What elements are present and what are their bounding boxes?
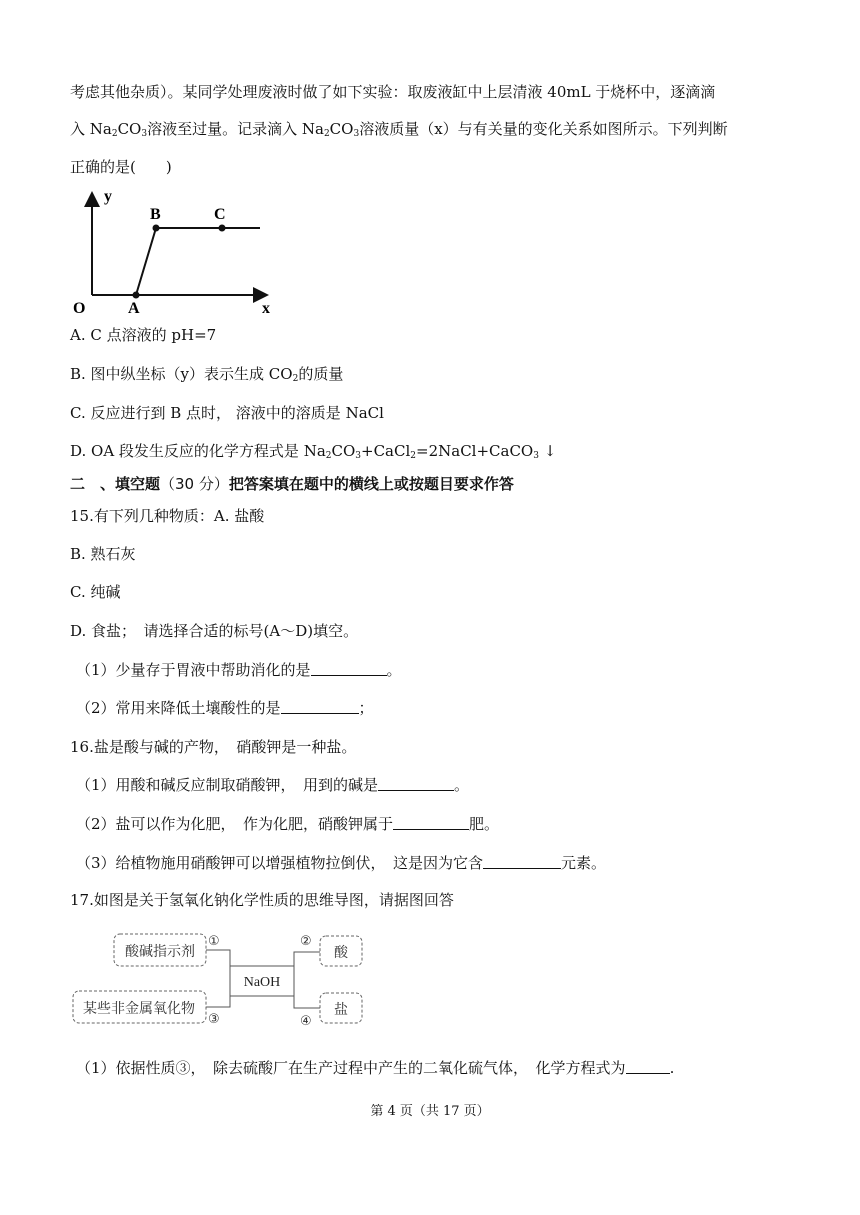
option-a: A. C 点溶液的 pH=7: [70, 326, 217, 344]
section-2-heading: 二 、填空题（30 分）把答案填在题中的横线上或按题目要求作答: [70, 475, 514, 493]
reaction-graph: [70, 185, 290, 315]
page-footer: 第 4 页（共 17 页）: [370, 1104, 490, 1119]
graph-curve: [136, 228, 260, 295]
point-b-dot: [153, 225, 160, 232]
connector-left: [206, 950, 230, 1007]
option-b: B. 图中纵坐标（y）表示生成 $CO_2$的质量: [70, 365, 344, 384]
point-a-label: A: [128, 300, 140, 315]
q15-option-b: B. 熟石灰: [70, 545, 136, 563]
q15-part-1: （1）少量存于胃液中帮助消化的是 。: [76, 661, 402, 679]
label-indicator: 酸碱指示剂: [125, 944, 195, 960]
q15-option-d: D. 食盐； 请选择合适的标号(A～D)填空。: [70, 622, 359, 640]
answer-blank[interactable]: [626, 1059, 670, 1074]
q15-option-c: C. 纯碱: [70, 583, 121, 601]
num-4: ④: [300, 1014, 312, 1029]
answer-blank[interactable]: [483, 854, 561, 869]
q16-part-1: （1）用酸和碱反应制取硝酸钾， 用到的碱是 。: [76, 776, 470, 794]
intro-line-1: 考虑其他杂质）。某同学处理废液时做了如下实验：取废液缸中上层清液 40mL 于烧杯中，逐滴滴: [70, 83, 716, 101]
point-c-dot: [219, 225, 226, 232]
point-c-label: C: [214, 206, 226, 223]
answer-blank[interactable]: [311, 661, 387, 676]
num-3: ③: [208, 1012, 220, 1027]
y-axis-label: y: [104, 188, 112, 205]
answer-blank[interactable]: [378, 776, 454, 791]
q17-part-1: （1）依据性质③， 除去硫酸厂在生产过程中产生的二氧化硫气体， 化学方程式为 .: [76, 1059, 675, 1077]
q15-stem: 15.有下列几种物质：A. 盐酸: [70, 507, 265, 525]
label-acid: 酸: [334, 945, 348, 961]
point-a-dot: [133, 292, 140, 299]
x-axis-label: x: [262, 300, 270, 315]
num-1: ①: [208, 934, 220, 949]
q16-part-2: （2）盐可以作为化肥， 作为化肥，硝酸钾属于 肥。: [76, 815, 500, 833]
answer-blank[interactable]: [281, 699, 359, 714]
option-d: D. OA 段发生反应的化学方程式是 $Na_2CO_3+CaCl_2=2NaCl+CaCO_3$ ↓: [70, 442, 557, 461]
q16-part-3: （3）给植物施用硝酸钾可以增强植物拉倒伏， 这是因为它含 元素。: [76, 854, 607, 872]
q15-part-2: （2）常用来降低土壤酸性的是 ；: [76, 699, 374, 717]
option-c: C. 反应进行到 B 点时， 溶液中的溶质是 NaCl: [70, 404, 384, 422]
origin-label: O: [73, 300, 86, 315]
point-b-label: B: [150, 206, 161, 223]
connector-right: [294, 952, 320, 1008]
label-nonmetal-oxide: 某些非金属氧化物: [83, 1001, 195, 1017]
intro-line-2: 入 $Na_2CO_3$溶液至过量。记录滴入 $Na_2CO_3$溶液质量（x）与有关量的变化关系如图所示。下列判断: [70, 120, 728, 139]
label-salt: 盐: [334, 1002, 348, 1018]
q16-stem: 16.盐是酸与碱的产物， 硝酸钾是一种盐。: [70, 738, 357, 756]
label-naoh: NaOH: [243, 975, 281, 990]
naoh-mind-map: [70, 925, 370, 1035]
intro-line-3: 正确的是( ): [70, 158, 172, 176]
q17-stem: 17.如图是关于氢氧化钠化学性质的思维导图，请据图回答: [70, 891, 454, 909]
answer-blank[interactable]: [393, 815, 469, 830]
num-2: ②: [300, 934, 312, 949]
